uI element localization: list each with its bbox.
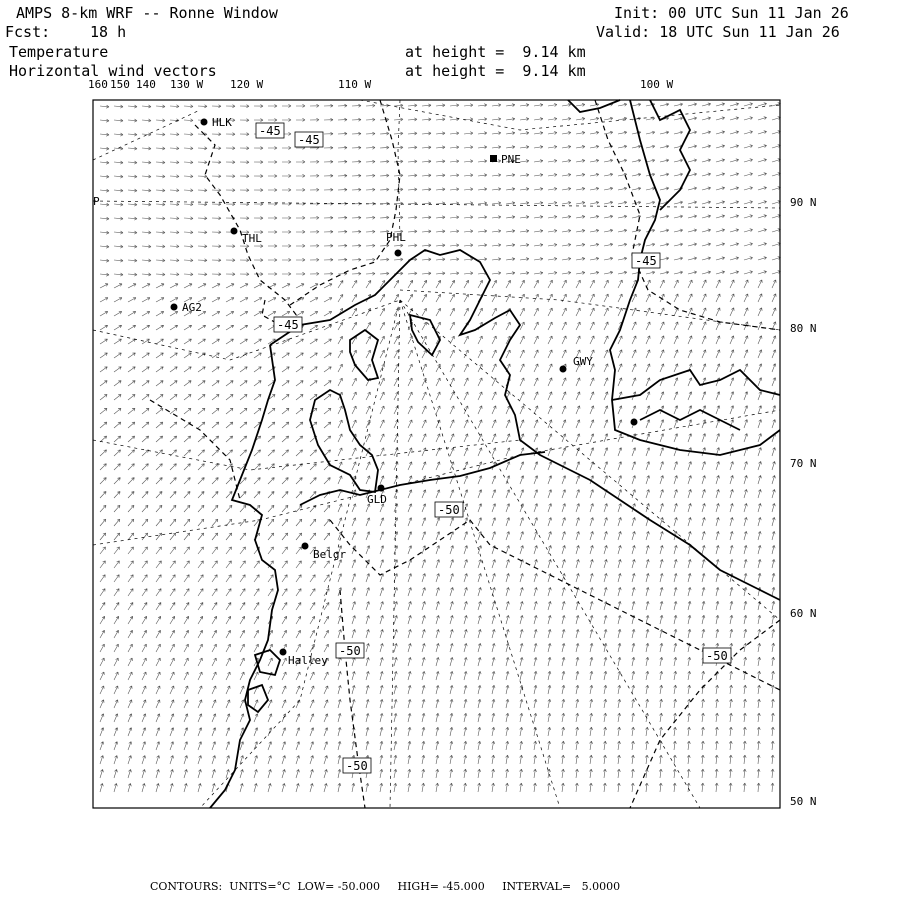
station-marker: [201, 119, 208, 126]
coastline-east: [568, 100, 780, 455]
station-thl: [231, 228, 263, 246]
station-label: PHL: [386, 231, 406, 244]
field-name-wind: Horizontal wind vectors: [9, 62, 217, 80]
station-marker: [280, 649, 287, 656]
lon-label-110w: 110 W: [338, 78, 372, 91]
coastline-shelf: [380, 452, 545, 490]
station-gld: [367, 485, 387, 507]
station-hlk: [201, 116, 233, 129]
svg-text:-50: -50: [438, 503, 460, 517]
field-name-temperature: Temperature: [9, 43, 109, 61]
forecast-label: Fcst:: [5, 23, 51, 41]
contour-label: [435, 502, 463, 517]
svg-text:-45: -45: [277, 318, 299, 332]
station-label: GLD: [367, 493, 387, 506]
station-ag2: [171, 301, 202, 314]
contour-label: [632, 253, 660, 268]
init-time: Init: 00 UTC Sun 11 Jan 26: [614, 4, 849, 22]
height-label-1: at height = 9.14 km: [405, 43, 586, 61]
lon-label-160: 160: [88, 78, 108, 91]
map-frame: [93, 100, 780, 808]
lon-label-150: 150: [110, 78, 130, 91]
station-marker: [171, 304, 178, 311]
lat-label-70n: 70 N: [790, 457, 817, 470]
contour-label: [336, 643, 364, 658]
station-gwy: [560, 355, 594, 373]
lon-label-130w: 130 W: [170, 78, 204, 91]
contour-line: [195, 125, 300, 325]
svg-text:-45: -45: [298, 133, 320, 147]
station-belgr: [302, 543, 347, 562]
station-marker: [231, 228, 238, 235]
island: [350, 330, 378, 380]
station-marker: [302, 543, 309, 550]
station-marker: [378, 485, 385, 492]
contour-label: [295, 132, 323, 147]
station-marker-unlabeled: [631, 419, 638, 426]
svg-text:-45: -45: [259, 124, 281, 138]
svg-text:-50: -50: [339, 644, 361, 658]
graticule: [93, 100, 780, 808]
svg-text:-45: -45: [635, 254, 657, 268]
island: [410, 315, 440, 355]
island: [310, 390, 378, 492]
graticule-line: [400, 290, 780, 330]
graticule-line: [93, 201, 780, 208]
lat-label-50n: 50 N: [790, 795, 817, 808]
station-marker: [490, 155, 497, 162]
station-label: THL: [242, 232, 262, 245]
valid-time: Valid: 18 UTC Sun 11 Jan 26: [596, 23, 840, 41]
height-label-2: at height = 9.14 km: [405, 62, 586, 80]
contour-label: [703, 648, 731, 663]
station-label: Halley: [288, 654, 328, 667]
station-marker: [560, 366, 567, 373]
svg-text:-50: -50: [706, 649, 728, 663]
coastline-east: [640, 410, 740, 430]
contour-line: [150, 400, 240, 500]
contour-labels: [256, 123, 731, 773]
station-label: Belgr: [313, 548, 347, 561]
coastline-east: [650, 100, 690, 210]
graticule-line: [400, 300, 560, 808]
svg-text:-50: -50: [346, 759, 368, 773]
lon-label-140: 140: [136, 78, 156, 91]
map-title: AMPS 8-km WRF -- Ronne Window: [16, 4, 278, 22]
lon-label-100w: 100 W: [640, 78, 674, 91]
lon-label-120w: 120 W: [230, 78, 264, 91]
pole-label: P: [93, 195, 100, 208]
station-label: GWY: [573, 355, 593, 368]
station-marker: [395, 250, 402, 257]
graticule-line: [93, 110, 200, 160]
contour-label: [274, 317, 302, 332]
lat-label-80n: 80 N: [790, 322, 817, 335]
graticule-line: [200, 300, 400, 808]
forecast-value: 18 h: [90, 23, 127, 41]
contour-info-footer: CONTOURS: UNITS=°C LOW= -50.000 HIGH= -45.000 INTERVAL= 5.0000: [150, 880, 621, 893]
graticule-line: [93, 300, 400, 360]
contour-label: [343, 758, 371, 773]
coastline-east: [612, 370, 780, 400]
graticule-line: [400, 300, 700, 808]
station-phl: [386, 231, 406, 257]
contour-label: [256, 123, 284, 138]
wind-vector-field: [100, 103, 781, 792]
ice-feature: [248, 685, 268, 712]
lat-label-90n: 90 N: [790, 196, 817, 209]
station-label: HLK: [212, 116, 232, 129]
station-halley: [280, 649, 329, 668]
station-label: PNE: [501, 153, 521, 166]
wind-vectors: [100, 103, 781, 792]
station-pne: [490, 153, 521, 166]
contour-line: [330, 520, 780, 690]
station-label: AG2: [182, 301, 202, 314]
lat-label-60n: 60 N: [790, 607, 817, 620]
